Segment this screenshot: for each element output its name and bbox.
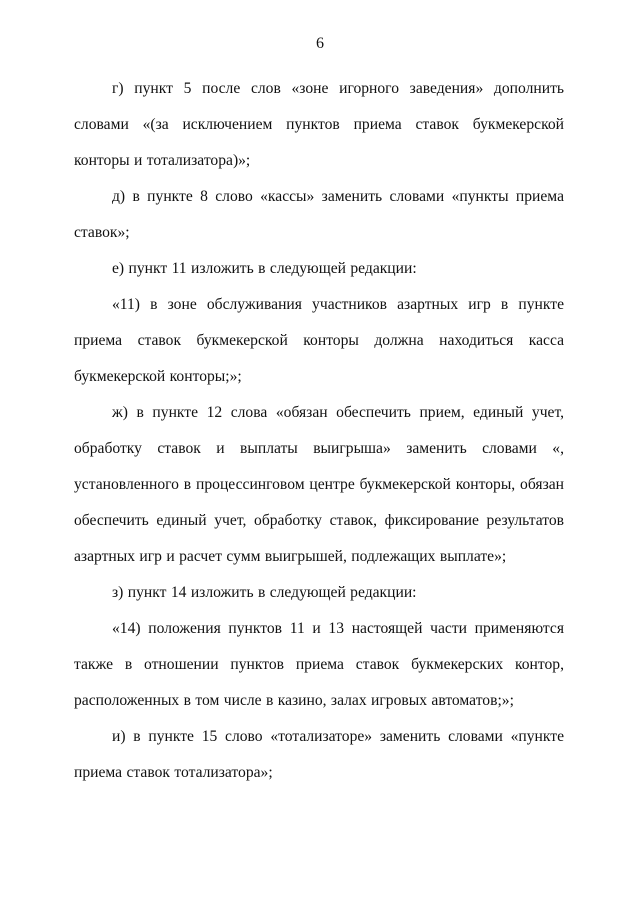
paragraph-g: г) пункт 5 после слов «зоне игорного заведения» дополнить словами «(за исключением пунктов приема ставок букмекерской конторы и тотализатора)»; xyxy=(74,80,564,169)
page-number: 6 xyxy=(316,35,324,52)
paragraph-point-11-text: «11) в зоне обслуживания участников азартных игр в пункте приема ставок букмекерской конторы должна находиться касса букмекерской конторы;»; xyxy=(74,296,564,385)
paragraph-e: е) пункт 11 изложить в следующей редакции: xyxy=(112,260,417,277)
paragraph-d: д) в пункте 8 слово «кассы» заменить словами «пункты приема ставок»; xyxy=(74,188,564,241)
paragraph-i: и) в пункте 15 слово «тотализаторе» заменить словами «пункте приема ставок тотализатора»; xyxy=(74,728,564,781)
document-body xyxy=(74,71,564,791)
paragraph-z: з) пункт 14 изложить в следующей редакции: xyxy=(112,584,417,601)
paragraph-zh: ж) в пункте 12 слова «обязан обеспечить прием, единый учет, обработку ставок и выплаты выигрыша» заменить словами «, установленного в процессинговом центре букмекерской конторы, обязан обеспечить единый учет, обработку ставок, фиксирование результатов азартных игр и расчет сумм выигрышей, подлежащих выплате»; xyxy=(74,404,564,565)
paragraph-point-14-text: «14) положения пунктов 11 и 13 настоящей части применяются также в отношении пунктов приема ставок букмекерских контор, расположенных в том числе в казино, залах игровых автоматов;»; xyxy=(74,620,564,709)
